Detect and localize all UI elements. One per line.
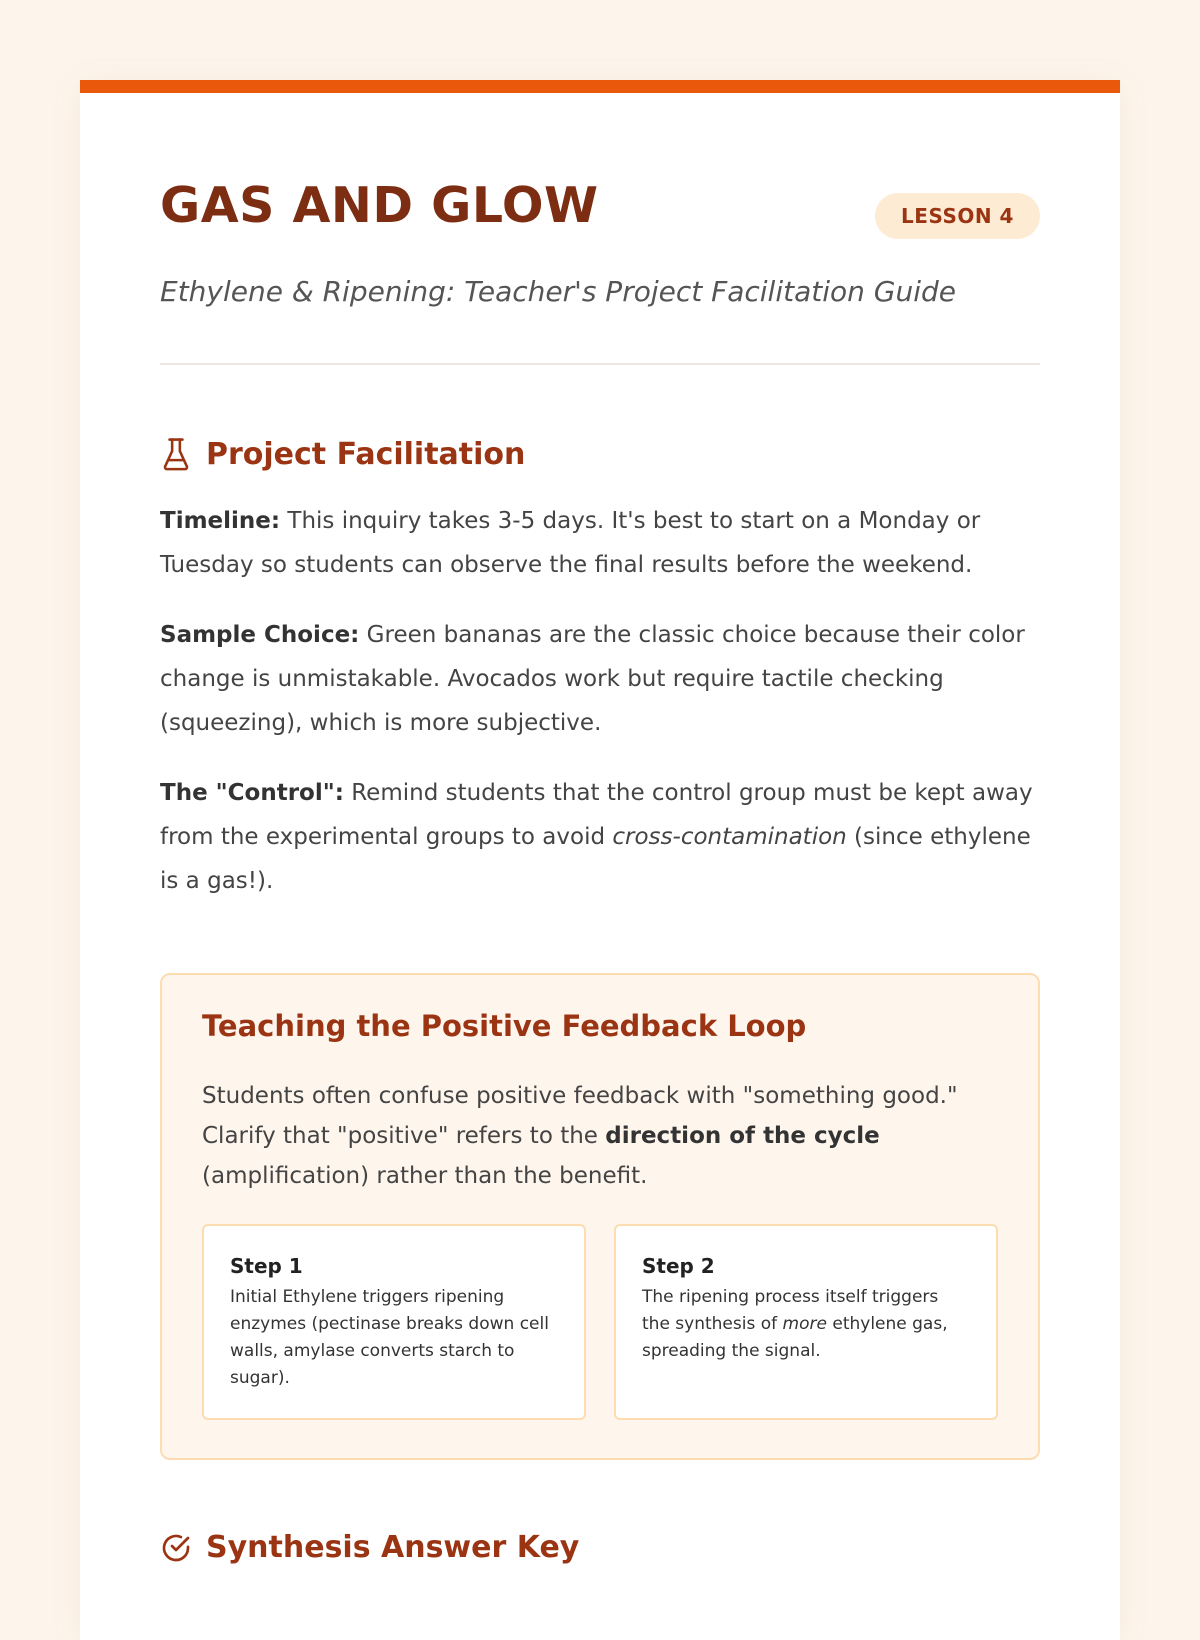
- page-title: GAS AND GLOW: [160, 177, 599, 234]
- step-2-text-before: The ripening process itself triggers the synthesis of: [642, 1286, 939, 1334]
- sample-choice-text: Green bananas are the classic choice because their color change is unmistakable. Avocados work but require tactile checking (squeezing), which is more subjective.: [160, 622, 1025, 736]
- sample-choice-label: Sample Choice:: [160, 622, 360, 648]
- feedback-loop-callout: [160, 973, 1040, 1460]
- control-paragraph: [160, 771, 1040, 903]
- control-text-before: Remind students that the control group must be kept away from the experimental groups to avoid: [160, 780, 1033, 850]
- feedback-loop-body-bold: direction of the cycle: [605, 1122, 880, 1149]
- guide-content: [160, 93, 1040, 1566]
- step-2-emphasis: more: [782, 1313, 827, 1334]
- timeline-label: Timeline:: [160, 508, 281, 534]
- feedback-loop-title: Teaching the Positive Feedback Loop: [202, 1009, 807, 1043]
- synthesis-answer-key-title: Synthesis Answer Key: [206, 1529, 580, 1565]
- check-circle-icon: [160, 1530, 192, 1566]
- synthesis-answer-key-heading: [160, 1530, 1040, 1566]
- lesson-badge: LESSON 4: [875, 193, 1040, 239]
- feedback-steps: [202, 1224, 998, 1420]
- project-facilitation-heading: [160, 437, 1040, 473]
- step-card-1: [202, 1224, 586, 1420]
- sample-choice-paragraph: [160, 613, 1040, 745]
- guide-card: [80, 80, 1120, 1640]
- page-header: [160, 93, 1040, 365]
- control-emphasis: cross-contamination: [612, 824, 847, 850]
- feedback-loop-body-after: (amplification) rather than the benefit.: [202, 1162, 648, 1189]
- feedback-loop-body-before: Students often confuse positive feedback with "something good." Clarify that "positive" refers to the: [202, 1082, 958, 1149]
- step-1-title: Step 1: [230, 1253, 303, 1278]
- control-text-after: (since ethylene is a gas!).: [160, 824, 1031, 894]
- page-subtitle: Ethylene & Ripening: Teacher's Project Facilitation Guide: [160, 275, 957, 308]
- step-2-text: [642, 1284, 970, 1365]
- step-2-title: Step 2: [642, 1253, 715, 1278]
- step-2-text-after: ethylene gas, spreading the signal.: [642, 1313, 948, 1361]
- project-facilitation-title: Project Facilitation: [206, 437, 526, 472]
- step-1-text: Initial Ethylene triggers ripening enzymes (pectinase breaks down cell walls, amylase converts starch to sugar).: [230, 1286, 549, 1388]
- step-card-2: [614, 1224, 998, 1420]
- flask-icon: [160, 437, 192, 473]
- timeline-text: This inquiry takes 3-5 days. It's best to start on a Monday or Tuesday so students can observe the final results before the weekend.: [160, 508, 981, 578]
- feedback-loop-body: [202, 1076, 998, 1196]
- timeline-paragraph: [160, 499, 1040, 587]
- control-label: The "Control":: [160, 780, 344, 806]
